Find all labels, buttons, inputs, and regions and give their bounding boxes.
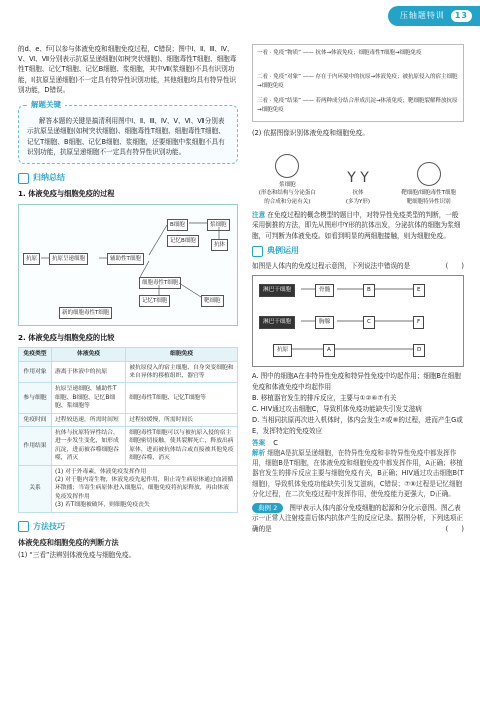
fig-helper-t: 辅助性T细胞: [107, 253, 144, 266]
node-bone-marrow: 骨髓: [315, 284, 334, 297]
page-number: 13: [451, 10, 472, 22]
three-look-diagram: [252, 44, 464, 122]
example-2-text: 图甲表示人体内部分免疫细胞的起源和分化示意图。图乙表示一正常人注射疫苗后体内抗体产生的反应记录。据图分析，下列选项正确的是: [252, 504, 463, 533]
table-cell: 游离于体液中的抗原: [52, 361, 126, 383]
question-1-paren: ( ): [445, 262, 464, 271]
table-header: 体液免疫: [52, 347, 126, 361]
node-antigen: 抗原: [273, 344, 292, 357]
node-d: D: [413, 344, 425, 357]
node-lymph-stem-2: 淋巴干细胞: [259, 316, 295, 329]
plasma-cell-icon: [275, 154, 299, 178]
node-lymph-stem: 淋巴干细胞: [259, 284, 295, 297]
example-icon: [252, 246, 263, 257]
cell-images: [252, 138, 464, 206]
fig-b-cell: B细胞: [167, 219, 188, 232]
explain-text: 细胞A是抗原呈递细胞，在特异性免疫和非特异性免疫中都发挥作用，细胞B是T细胞，在体液免疫和细胞免疫中都发挥作用，A正确；移植器官发生的排斥反应主要与细胞免疫有关，B正确；HIV通过攻击细胞B(T细胞)，导致机体免疫功能缺失引发艾滋病，C错误；⑦⑧过程是记忆细胞分化过程，在二次免疫过程中发挥作用，使免疫能力更强大，D正确。: [252, 449, 464, 498]
option-c: C. HIV通过攻击细胞C，导致机体免疫功能缺失引发艾滋病: [252, 405, 422, 414]
table-cell: 细胞毒性T细胞可以与被抗原入侵的宿主细胞密切接触，使其裂解死亡，释放出病原体，进而被抗体结合或直接被其他免疫细胞吞噬、消灭: [126, 427, 238, 466]
summary-section-title: [18, 172, 238, 184]
diag-row-1: [257, 49, 459, 58]
node-f: F: [413, 316, 424, 329]
option-a: A. 图中的细胞A在非特异性免疫和特异性免疫中均起作用；细胞B在细胞免疫和体液免疫中均起作用: [252, 372, 461, 391]
fig-plasma: 浆细胞: [207, 219, 230, 232]
fig-antigen: 抗原: [23, 253, 40, 266]
immune-diagram: [252, 275, 464, 367]
method-subtitle: 体液免疫和细胞免疫的判断方法: [18, 537, 119, 547]
image-method-text: (2) 依据图像识别体液免疫和细胞免疫。: [252, 129, 369, 137]
table-row: [19, 413, 238, 426]
fig-new-cytotoxic: 新的细胞毒性T细胞: [59, 307, 112, 320]
fig-arrows: [19, 205, 239, 325]
note-tag: 注意: [252, 211, 266, 220]
answer-label: 答案: [252, 438, 266, 447]
explanation: [252, 448, 464, 499]
key-box-text: 解答本题的关键是搞清利用图中Ⅰ、Ⅱ、Ⅲ、Ⅳ、Ⅴ、Ⅵ、Ⅶ分别表示抗原呈递细胞(如树突状细胞)、细胞毒性T细胞、细胞毒性T细胞、记忆T细胞、B细胞、记忆B细胞、浆细胞，还要细胞中浆细胞不具有识别功能，抗原呈递细胞不一定具有特异性识别功能。: [27, 117, 225, 156]
diag-row-3-text: 三看 · 免疫“结果” —— 若两种成分结合形成沉淀→体液免疫；靶细胞裂解释放抗原→细胞免疫: [257, 98, 458, 113]
header-tab: [388, 6, 480, 26]
key-box: [18, 100, 238, 164]
option-d: D. 当相同抗原再次进入机体时，体内会发生⑦或⑧的过程，进而产生G或E，发挥特定的免疫效应: [252, 416, 463, 435]
table-header: 细胞免疫: [126, 347, 238, 361]
table-row-head: 作用对象: [19, 361, 52, 383]
right-column: [252, 44, 464, 534]
fig-apc: 抗原呈递细胞: [49, 253, 88, 266]
node-thymus: 胸腺: [315, 316, 334, 329]
example-2-badge: 典例 2: [252, 503, 283, 513]
cell-plasma-name: 浆细胞: [279, 181, 296, 188]
cell-antibody-desc: (多为Y形): [345, 198, 371, 205]
table-row-head: 关系: [19, 465, 52, 512]
explain-label: 解析: [252, 449, 266, 458]
target-cell-icon: [417, 162, 441, 186]
fig-memory-t: 记忆T细胞: [139, 295, 170, 308]
table-row: [19, 427, 238, 466]
cell-plasma: [257, 154, 317, 207]
table-row-head: 作用结果: [19, 427, 52, 466]
node-e: E: [413, 284, 425, 297]
table-row: [19, 361, 238, 383]
table-row: [19, 383, 238, 413]
example-2: [252, 503, 464, 534]
fig-target-cell: 靶细胞: [201, 295, 224, 308]
fig-memory-b: 记忆B细胞: [167, 235, 199, 248]
cell-antibody-name: 抗体: [352, 190, 364, 197]
intro-paragraph: 的d、e、f可以参与体液免疫和细胞免疫过程，C错误；图中Ⅰ、Ⅱ、Ⅲ、Ⅳ、Ⅴ、Ⅵ、Ⅶ分别表示抗原呈递细胞(如树突状细胞)、细胞毒性T细胞、细胞毒性T细胞、记忆T细胞、记忆B细胞、浆细胞，其中Ⅶ(浆细胞)不具有识别功能，Ⅰ(抗原呈递细胞)不一定具有特异性识别功能，其他细胞均具有特异性识别功能，D错误。: [18, 45, 237, 94]
table-cell: 细胞毒性T细胞、记忆T细胞等: [126, 383, 238, 413]
cell-target-name: 靶细胞/细胞毒性T细胞: [401, 190, 456, 197]
table-row-head: 免疫时间: [19, 413, 52, 426]
diag-row-1-text: 一看 · 免疫“物质” —— 抗体→体液免疫；细胞毒性T细胞→细胞免疫: [257, 50, 422, 56]
option-b: B. 移植器官发生的排斥反应，主要与①②⑥⑦有关: [252, 393, 397, 402]
table-header-row: [19, 347, 238, 361]
left-column: [18, 44, 238, 560]
table-cell: 过程较迅速，所需时间短: [52, 413, 126, 426]
answer-value: C: [273, 438, 278, 447]
method-section-title: [18, 521, 238, 533]
method-point-1: (1) “三看”法辨别体液免疫与细胞免疫。: [18, 551, 136, 560]
table-row-head: 参与细胞: [19, 383, 52, 413]
cell-plasma-desc: (形态和结构与分泌蛋白的合成和分泌有关): [258, 190, 316, 205]
node-b: B: [363, 284, 375, 297]
diagram-arrows: [253, 276, 465, 366]
diag-row-2-text: 二看 · 免疫“对象” —— 存在于内环境中的抗原→体液免疫；被抗原侵入的宿主细胞→细胞免疫: [257, 74, 458, 89]
table-cell: 抗原呈递细胞、辅助性T细胞、B细胞、记忆B细胞、浆细胞等: [52, 383, 126, 413]
example-2-paren: ( ): [445, 524, 464, 533]
process-title: 1. 体液免疫与细胞免疫的过程: [18, 189, 115, 199]
cell-antibody: [328, 168, 388, 207]
method-icon: [18, 521, 29, 532]
question-1-text: 如图是人体内的免疫过程示意图，下列说法中错误的是: [252, 262, 411, 271]
table-header: 免疫类型: [19, 347, 52, 361]
key-box-label: 解题关键: [27, 99, 65, 111]
example-title-text: 典例运用: [267, 245, 299, 255]
method-title-text: 方法技巧: [33, 521, 65, 531]
table-cell: 过程较缓慢，所需时间长: [126, 413, 238, 426]
diag-row-2: [257, 73, 459, 90]
compare-table: [18, 347, 238, 513]
compare-title: 2. 体液免疫与细胞免疫的比较: [18, 332, 115, 342]
fig-cytotoxic-t: 细胞毒性T细胞: [139, 277, 181, 290]
summary-icon: [18, 173, 29, 184]
cell-target-desc: 靶细胞特异性识别: [406, 198, 451, 205]
table-cell: 抗体与抗原特异性结合，进一步发生变化，如形成沉淀，进而被吞噬细胞吞噬，消灭: [52, 427, 126, 466]
note-paragraph: [252, 210, 464, 241]
cell-target: [399, 162, 459, 206]
example-section-title: [252, 245, 464, 257]
note-text: 在免疫过程的概念模型的题目中，对特异性免疫类型的判断，一般采用倒推的方法，即先从图形中Y形的抗体出发，分泌抗体的细胞为浆细胞，可判断为体液免疫。如看到明显的两细胞接触，则为细胞免疫。: [252, 211, 461, 240]
immune-process-figure: [18, 204, 238, 326]
question-1: [252, 261, 464, 271]
summary-title-text: 归纳总结: [33, 172, 65, 182]
node-a: A: [323, 344, 335, 357]
answer-line: [252, 438, 464, 448]
node-c: C: [363, 316, 375, 329]
diag-row-3: [257, 97, 459, 114]
header-title: 压轴题特训: [399, 10, 445, 20]
table-cell: (1) 对于外毒素，体液免疫发挥作用 (2) 对于胞内寄生物，体液免疫先起作用，阻止寄生病原体通过血液循环散播；当寄生病原体进入细胞后，细胞免疫将抗原释放，再由体液免疫发挥作用 (3) 若T细胞被破坏，则细胞免疫丧失: [52, 465, 238, 512]
antibody-icon: Y Y: [347, 169, 369, 186]
table-cell: 被抗原侵入的宿主细胞、自身突变细胞和来自异体的移植组织、器官等: [126, 361, 238, 383]
fig-antibody: 抗体: [211, 239, 228, 252]
table-row: [19, 465, 238, 512]
